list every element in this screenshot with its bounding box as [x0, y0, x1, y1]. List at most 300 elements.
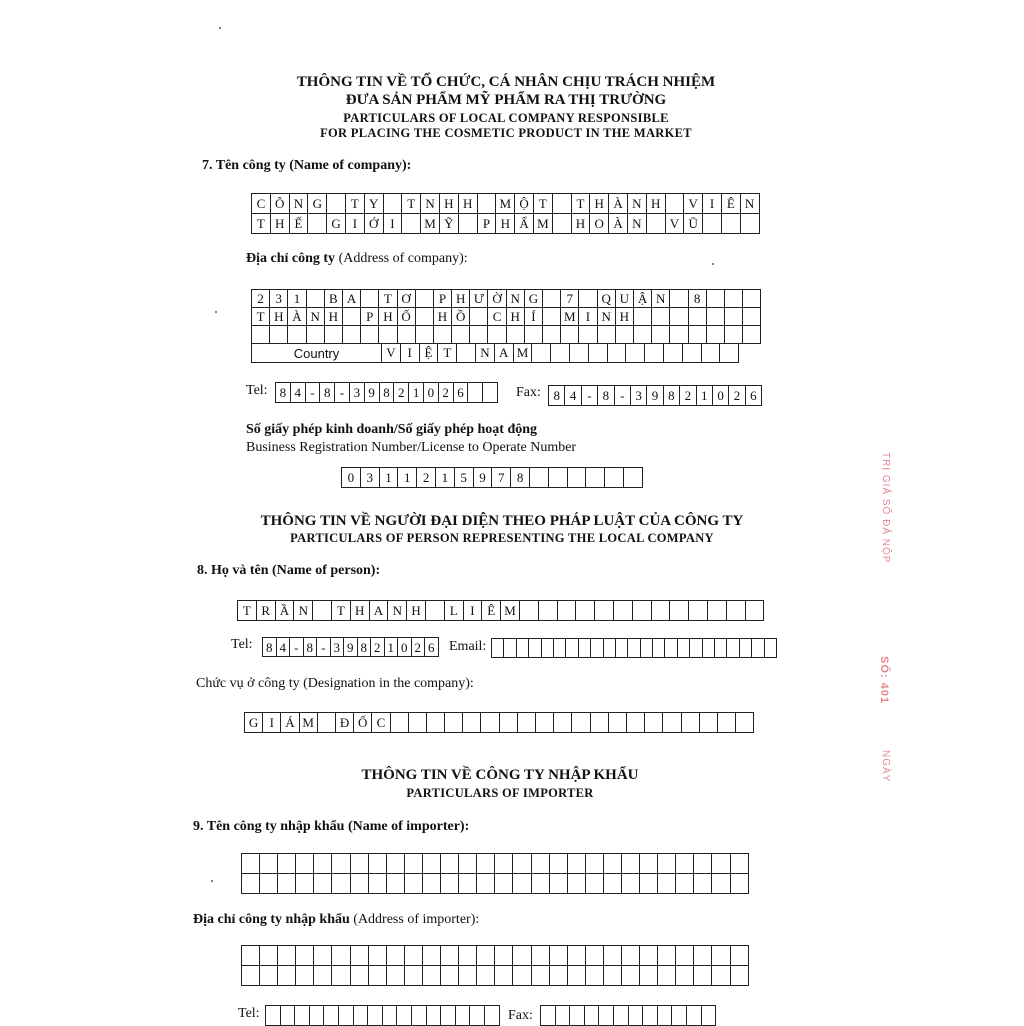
char-box[interactable] — [706, 307, 724, 325]
char-box[interactable]: Y — [364, 193, 383, 213]
char-box[interactable] — [567, 873, 585, 893]
char-box[interactable] — [277, 945, 295, 965]
char-box[interactable] — [598, 1005, 613, 1025]
char-box[interactable]: N — [651, 289, 669, 307]
char-box[interactable]: V — [665, 213, 684, 233]
char-box[interactable] — [422, 945, 440, 965]
char-box[interactable]: 8 — [303, 637, 317, 656]
char-box[interactable] — [458, 965, 476, 985]
char-box[interactable] — [309, 1005, 324, 1025]
char-box[interactable] — [552, 213, 571, 233]
char-box[interactable] — [499, 712, 517, 732]
char-box[interactable] — [404, 945, 422, 965]
char-box[interactable]: 8 — [688, 289, 706, 307]
char-box[interactable] — [585, 965, 603, 985]
char-box[interactable] — [531, 965, 549, 985]
char-box[interactable] — [331, 873, 349, 893]
char-box[interactable]: H — [646, 193, 665, 213]
char-box[interactable] — [367, 1005, 382, 1025]
char-box[interactable] — [422, 853, 440, 873]
char-box[interactable] — [331, 965, 349, 985]
char-box[interactable] — [657, 945, 675, 965]
char-box[interactable] — [623, 467, 642, 487]
char-box[interactable] — [451, 325, 469, 343]
char-box[interactable] — [469, 307, 487, 325]
char-box[interactable] — [313, 965, 331, 985]
char-box[interactable]: 1 — [397, 467, 416, 487]
char-box[interactable] — [739, 638, 751, 657]
char-box[interactable] — [269, 325, 287, 343]
char-box[interactable] — [241, 965, 259, 985]
char-box[interactable] — [693, 853, 711, 873]
char-box[interactable] — [567, 945, 585, 965]
char-box[interactable] — [707, 600, 726, 620]
char-box[interactable] — [517, 712, 535, 732]
char-box[interactable] — [608, 712, 626, 732]
char-box[interactable]: C — [371, 712, 389, 732]
char-box[interactable] — [476, 853, 494, 873]
char-box[interactable]: G — [524, 289, 542, 307]
char-box[interactable] — [740, 213, 759, 233]
person-tel-grid[interactable] — [262, 637, 439, 657]
char-box[interactable]: 9 — [473, 467, 492, 487]
char-box[interactable] — [627, 638, 639, 657]
char-box[interactable] — [306, 289, 324, 307]
char-box[interactable] — [350, 873, 368, 893]
char-box[interactable] — [549, 853, 567, 873]
char-box[interactable] — [516, 638, 528, 657]
char-box[interactable] — [295, 873, 313, 893]
char-box[interactable] — [422, 873, 440, 893]
char-box[interactable] — [433, 325, 451, 343]
char-box[interactable]: C — [487, 307, 505, 325]
char-box[interactable] — [644, 343, 663, 362]
char-box[interactable] — [368, 965, 386, 985]
char-box[interactable]: G — [326, 213, 345, 233]
char-box[interactable]: H — [495, 213, 514, 233]
char-box[interactable] — [415, 325, 433, 343]
char-box[interactable] — [324, 325, 342, 343]
char-box[interactable] — [386, 873, 404, 893]
char-box[interactable] — [633, 307, 651, 325]
char-box[interactable] — [415, 289, 433, 307]
license-grid[interactable] — [341, 467, 643, 488]
char-box[interactable] — [425, 600, 444, 620]
char-box[interactable]: H — [350, 600, 369, 620]
char-box[interactable]: R — [256, 600, 275, 620]
char-box[interactable] — [621, 945, 639, 965]
char-box[interactable] — [585, 873, 603, 893]
designation-grid[interactable] — [244, 712, 754, 733]
char-box[interactable] — [307, 213, 326, 233]
char-box[interactable] — [550, 343, 569, 362]
char-box[interactable] — [440, 1005, 455, 1025]
char-box[interactable] — [552, 193, 571, 213]
char-box[interactable]: N — [387, 600, 406, 620]
char-box[interactable]: 2 — [251, 289, 269, 307]
char-box[interactable]: - — [614, 385, 630, 405]
char-box[interactable]: N — [293, 600, 312, 620]
char-box[interactable] — [632, 600, 651, 620]
char-box[interactable] — [422, 965, 440, 985]
char-box[interactable] — [368, 945, 386, 965]
char-box[interactable] — [626, 712, 644, 732]
char-box[interactable]: H — [270, 213, 289, 233]
char-box[interactable] — [688, 600, 707, 620]
char-box[interactable] — [476, 945, 494, 965]
char-box[interactable]: 0 — [423, 382, 438, 402]
char-box[interactable] — [702, 213, 721, 233]
char-box[interactable]: 9 — [646, 385, 662, 405]
char-box[interactable] — [378, 325, 396, 343]
char-box[interactable] — [688, 307, 706, 325]
char-box[interactable] — [512, 965, 530, 985]
char-box[interactable] — [721, 213, 740, 233]
char-box[interactable] — [639, 965, 657, 985]
char-box[interactable]: I — [463, 600, 482, 620]
char-box[interactable]: Ê — [481, 600, 500, 620]
char-box[interactable] — [590, 638, 602, 657]
char-box[interactable] — [342, 307, 360, 325]
char-box[interactable]: M — [420, 213, 439, 233]
char-box[interactable]: N — [627, 213, 646, 233]
char-box[interactable]: G — [244, 712, 262, 732]
char-box[interactable] — [742, 289, 760, 307]
char-box[interactable] — [711, 853, 729, 873]
char-box[interactable]: - — [581, 385, 597, 405]
char-box[interactable]: H — [615, 307, 633, 325]
char-box[interactable] — [745, 600, 764, 620]
char-box[interactable]: H — [378, 307, 396, 325]
char-box[interactable]: H — [324, 307, 342, 325]
char-box[interactable] — [411, 1005, 426, 1025]
char-box[interactable] — [265, 1005, 280, 1025]
char-box[interactable] — [726, 638, 738, 657]
char-box[interactable]: C — [251, 193, 270, 213]
char-box[interactable]: 2 — [411, 637, 425, 656]
char-box[interactable]: À — [287, 307, 305, 325]
char-box[interactable] — [735, 712, 753, 732]
char-box[interactable]: 8 — [319, 382, 334, 402]
char-box[interactable]: T — [345, 193, 364, 213]
char-box[interactable]: 6 — [745, 385, 761, 405]
char-box[interactable] — [724, 307, 742, 325]
char-box[interactable]: 1 — [408, 382, 423, 402]
char-box[interactable] — [458, 945, 476, 965]
char-box[interactable] — [476, 873, 494, 893]
char-box[interactable] — [603, 965, 621, 985]
char-box[interactable] — [677, 638, 689, 657]
char-box[interactable]: N — [597, 307, 615, 325]
char-box[interactable]: H — [269, 307, 287, 325]
char-box[interactable]: 3 — [360, 467, 379, 487]
char-box[interactable] — [426, 1005, 441, 1025]
char-box[interactable]: H — [506, 307, 524, 325]
char-box[interactable]: B — [324, 289, 342, 307]
char-box[interactable] — [615, 325, 633, 343]
char-box[interactable] — [531, 945, 549, 965]
importer-name-grid[interactable] — [241, 853, 749, 894]
char-box[interactable] — [701, 343, 720, 362]
char-box[interactable] — [524, 325, 542, 343]
char-box[interactable]: 2 — [370, 637, 384, 656]
char-box[interactable]: - — [334, 382, 349, 402]
char-box[interactable] — [669, 289, 687, 307]
char-box[interactable] — [456, 343, 475, 362]
char-box[interactable]: 2 — [393, 382, 408, 402]
char-box[interactable] — [251, 325, 269, 343]
company-tel-grid[interactable] — [275, 382, 498, 403]
char-box[interactable]: 4 — [276, 637, 290, 656]
char-box[interactable]: L — [444, 600, 463, 620]
char-box[interactable]: H — [458, 193, 477, 213]
char-box[interactable] — [553, 712, 571, 732]
char-box[interactable] — [669, 307, 687, 325]
char-box[interactable] — [477, 193, 496, 213]
char-box[interactable] — [657, 965, 675, 985]
char-box[interactable]: N — [289, 193, 308, 213]
char-box[interactable]: I — [702, 193, 721, 213]
char-box[interactable]: 1 — [379, 467, 398, 487]
char-box[interactable] — [408, 712, 426, 732]
char-box[interactable] — [458, 873, 476, 893]
char-box[interactable]: H — [433, 307, 451, 325]
char-box[interactable] — [259, 873, 277, 893]
char-box[interactable] — [462, 712, 480, 732]
char-box[interactable]: I — [400, 343, 419, 362]
char-box[interactable] — [665, 193, 684, 213]
char-box[interactable]: 8 — [597, 385, 613, 405]
char-box[interactable]: V — [683, 193, 702, 213]
char-box[interactable]: 9 — [364, 382, 379, 402]
char-box[interactable] — [651, 325, 669, 343]
char-box[interactable] — [688, 325, 706, 343]
char-box[interactable] — [603, 638, 615, 657]
char-box[interactable] — [390, 712, 408, 732]
char-box[interactable] — [287, 325, 305, 343]
char-box[interactable] — [751, 638, 763, 657]
char-box[interactable] — [444, 712, 462, 732]
char-box[interactable]: O — [589, 213, 608, 233]
char-box[interactable] — [585, 945, 603, 965]
char-box[interactable] — [549, 965, 567, 985]
char-box[interactable] — [467, 382, 482, 402]
char-box[interactable] — [294, 1005, 309, 1025]
char-box[interactable] — [603, 945, 621, 965]
char-box[interactable] — [313, 945, 331, 965]
char-box[interactable] — [368, 873, 386, 893]
char-box[interactable] — [383, 193, 402, 213]
char-box[interactable] — [742, 307, 760, 325]
char-box[interactable] — [675, 965, 693, 985]
char-box[interactable]: Ố — [353, 712, 371, 732]
char-box[interactable] — [494, 853, 512, 873]
char-box[interactable] — [711, 965, 729, 985]
importer-tel-grid[interactable] — [265, 1005, 500, 1026]
char-box[interactable]: T — [437, 343, 456, 362]
char-box[interactable] — [259, 853, 277, 873]
char-box[interactable] — [603, 873, 621, 893]
char-box[interactable] — [724, 289, 742, 307]
char-box[interactable] — [597, 325, 615, 343]
char-box[interactable]: 2 — [728, 385, 744, 405]
char-box[interactable]: T — [571, 193, 590, 213]
char-box[interactable] — [540, 1005, 555, 1025]
char-box[interactable] — [557, 600, 576, 620]
char-box[interactable] — [730, 945, 748, 965]
char-box[interactable] — [567, 853, 585, 873]
char-box[interactable]: G — [307, 193, 326, 213]
char-box[interactable] — [494, 965, 512, 985]
char-box[interactable]: M — [299, 712, 317, 732]
char-box[interactable] — [491, 638, 503, 657]
char-box[interactable]: À — [608, 193, 627, 213]
char-box[interactable]: 3 — [330, 637, 344, 656]
char-box[interactable] — [529, 467, 548, 487]
company-address-grid[interactable] — [251, 289, 761, 344]
char-box[interactable] — [693, 873, 711, 893]
char-box[interactable] — [578, 289, 596, 307]
char-box[interactable] — [663, 343, 682, 362]
char-box[interactable] — [604, 467, 623, 487]
char-box[interactable]: H — [589, 193, 608, 213]
char-box[interactable]: A — [369, 600, 388, 620]
char-box[interactable] — [693, 945, 711, 965]
char-box[interactable]: I — [383, 213, 402, 233]
char-box[interactable]: P — [477, 213, 496, 233]
char-box[interactable] — [397, 325, 415, 343]
char-box[interactable] — [306, 325, 324, 343]
char-box[interactable] — [277, 873, 295, 893]
char-box[interactable]: À — [608, 213, 627, 233]
char-box[interactable] — [241, 853, 259, 873]
char-box[interactable]: V — [381, 343, 400, 362]
char-box[interactable]: 3 — [349, 382, 364, 402]
char-box[interactable] — [549, 945, 567, 965]
char-box[interactable]: Ũ — [683, 213, 702, 233]
char-box[interactable] — [277, 853, 295, 873]
char-box[interactable] — [669, 325, 687, 343]
char-box[interactable] — [295, 965, 313, 985]
char-box[interactable]: H — [571, 213, 590, 233]
importer-fax-grid[interactable] — [540, 1005, 716, 1026]
char-box[interactable]: U — [615, 289, 633, 307]
char-box[interactable] — [531, 343, 550, 362]
char-box[interactable]: I — [262, 712, 280, 732]
char-box[interactable] — [585, 467, 604, 487]
char-box[interactable]: 2 — [679, 385, 695, 405]
char-box[interactable] — [719, 343, 738, 362]
char-box[interactable] — [702, 638, 714, 657]
char-box[interactable]: 5 — [454, 467, 473, 487]
char-box[interactable] — [455, 1005, 470, 1025]
char-box[interactable]: T — [401, 193, 420, 213]
char-box[interactable] — [542, 307, 560, 325]
char-box[interactable]: M — [533, 213, 552, 233]
char-box[interactable]: 1 — [696, 385, 712, 405]
char-box[interactable]: 8 — [275, 382, 290, 402]
char-box[interactable] — [538, 600, 557, 620]
char-box[interactable] — [613, 1005, 628, 1025]
char-box[interactable] — [386, 945, 404, 965]
char-box[interactable] — [487, 325, 505, 343]
char-box[interactable] — [542, 289, 560, 307]
char-box[interactable]: 8 — [548, 385, 564, 405]
char-box[interactable] — [312, 600, 331, 620]
char-box[interactable]: M — [513, 343, 532, 362]
char-box[interactable] — [628, 1005, 643, 1025]
char-box[interactable] — [313, 873, 331, 893]
char-box[interactable] — [717, 712, 735, 732]
char-box[interactable]: Ộ — [514, 193, 533, 213]
person-email-grid[interactable] — [491, 638, 777, 658]
char-box[interactable]: H — [451, 289, 469, 307]
char-box[interactable] — [415, 307, 433, 325]
char-box[interactable]: Ơ — [397, 289, 415, 307]
char-box[interactable] — [699, 712, 717, 732]
char-box[interactable] — [469, 325, 487, 343]
char-box[interactable] — [350, 945, 368, 965]
char-box[interactable]: 7 — [560, 289, 578, 307]
char-box[interactable] — [382, 1005, 397, 1025]
char-box[interactable] — [528, 638, 540, 657]
char-box[interactable] — [621, 965, 639, 985]
char-box[interactable]: T — [251, 213, 270, 233]
char-box[interactable]: N — [627, 193, 646, 213]
char-box[interactable] — [404, 965, 422, 985]
char-box[interactable]: M — [495, 193, 514, 213]
char-box[interactable] — [706, 325, 724, 343]
char-box[interactable] — [542, 325, 560, 343]
char-box[interactable] — [241, 945, 259, 965]
char-box[interactable]: 3 — [269, 289, 287, 307]
char-box[interactable]: 4 — [290, 382, 305, 402]
char-box[interactable] — [585, 853, 603, 873]
char-box[interactable] — [571, 712, 589, 732]
char-box[interactable] — [482, 382, 497, 402]
char-box[interactable] — [742, 325, 760, 343]
char-box[interactable]: I — [345, 213, 364, 233]
char-box[interactable]: A — [342, 289, 360, 307]
char-box[interactable] — [440, 965, 458, 985]
char-box[interactable] — [621, 853, 639, 873]
char-box[interactable] — [651, 307, 669, 325]
char-box[interactable] — [588, 343, 607, 362]
char-box[interactable] — [671, 1005, 686, 1025]
char-box[interactable]: 9 — [343, 637, 357, 656]
char-box[interactable]: N — [306, 307, 324, 325]
char-box[interactable] — [458, 213, 477, 233]
char-box[interactable] — [584, 1005, 599, 1025]
char-box[interactable] — [594, 600, 613, 620]
company-fax-grid[interactable] — [548, 385, 762, 406]
char-box[interactable] — [531, 873, 549, 893]
char-box[interactable] — [401, 213, 420, 233]
char-box[interactable]: N — [740, 193, 759, 213]
char-box[interactable] — [480, 712, 498, 732]
char-box[interactable] — [669, 600, 688, 620]
char-box[interactable] — [313, 853, 331, 873]
char-box[interactable] — [494, 873, 512, 893]
char-box[interactable] — [440, 873, 458, 893]
char-box[interactable] — [342, 325, 360, 343]
char-box[interactable]: 6 — [453, 382, 468, 402]
char-box[interactable] — [711, 945, 729, 965]
char-box[interactable]: Ệ — [419, 343, 438, 362]
char-box[interactable] — [681, 712, 699, 732]
char-box[interactable] — [764, 638, 776, 657]
char-box[interactable] — [541, 638, 553, 657]
